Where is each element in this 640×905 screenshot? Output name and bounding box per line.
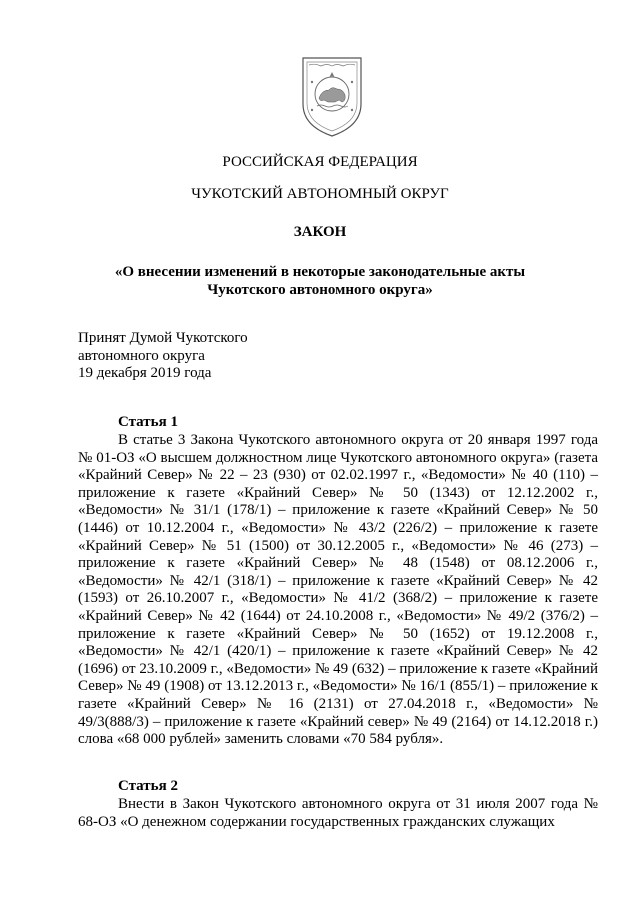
law-title-line-2: Чукотского автономного округа» (207, 282, 433, 298)
document-type: ЗАКОН (293, 224, 347, 240)
country-name: РОССИЙСКАЯ ФЕДЕРАЦИЯ (222, 154, 418, 170)
article-1-heading: Статья 1 (118, 414, 178, 430)
region-name: ЧУКОТСКИЙ АВТОНОМНЫЙ ОКРУГ (191, 186, 449, 202)
coat-of-arms-icon (295, 52, 369, 140)
adoption-line-2: автономного округа (78, 347, 205, 364)
law-title-line-1: «О внесении изменений в некоторые законодательные акты (114, 264, 526, 280)
adoption-line-3: 19 декабря 2019 года (78, 365, 212, 381)
article-2-text: Внести в Закон Чукотского автономного округа от 31 июля 2007 года № 68-ОЗ «О денежном содержании государственных гражданских служащих (78, 796, 598, 830)
adoption-line-1: Принят Думой Чукотского (78, 330, 248, 346)
adoption-block (78, 330, 248, 383)
article-2-heading: Статья 2 (118, 778, 178, 794)
article-1-text: В статье 3 Закона Чукотского автономного округа от 20 января 1997 года № 01-ОЗ «О высшем должностном лице Чукотского автономного округа» (газета «Крайний Север» № 22 – 23 (930) от 02.02.1997 г., «Ведомости» № 40 (110) – приложение к газете «Крайний Север» № 50 (1343) от 12.12.2002 г., «Ведомости» № 31/1 (178/1) – приложение к газете «Крайний Север» № 50 (1446) от 10.12.2004 г., «Ведомости» № 43/2 (226/2) – приложение к газете «Крайний Север» № 51 (1500) от 30.12.2005 г., «Ведомости» № 46 (273) – приложение к газете «Крайний Север» № 48 (1548) от 08.12.2006 г., «Ведомости» № 42/1 (318/1) – приложение к газете «Крайний Север» № 42 (1593) от 26.10.2007 г., «Ведомости» № 41/2 (368/2) – приложение к газете «Крайний Север» № 42 (1644) от 24.10.2008 г., «Ведомости» № 49/2 (376/2) – приложение к газете «Крайний Север» № 50 (1652) от 19.12.2008 г., «Ведомости» № 42/1 (420/1) – приложение к газете «Крайний Север» № 42 (1696) от 23.10.2009 г., «Ведомости» № 49 (632) – приложение к газете «Крайний Север» № 49 (1908) от 13.12.2013 г., «Ведомости» № 16/1 (855/1) – приложение к газете «Крайний Север» № 16 (2131) от 27.04.2018 г., «Ведомости» № 49/3(888/3) – приложение к газете «Крайний север» № 49 (2164) от 14.12.2018 г.) слова «68 000 рублей» заменить словами «70 584 рубля». (78, 432, 598, 748)
